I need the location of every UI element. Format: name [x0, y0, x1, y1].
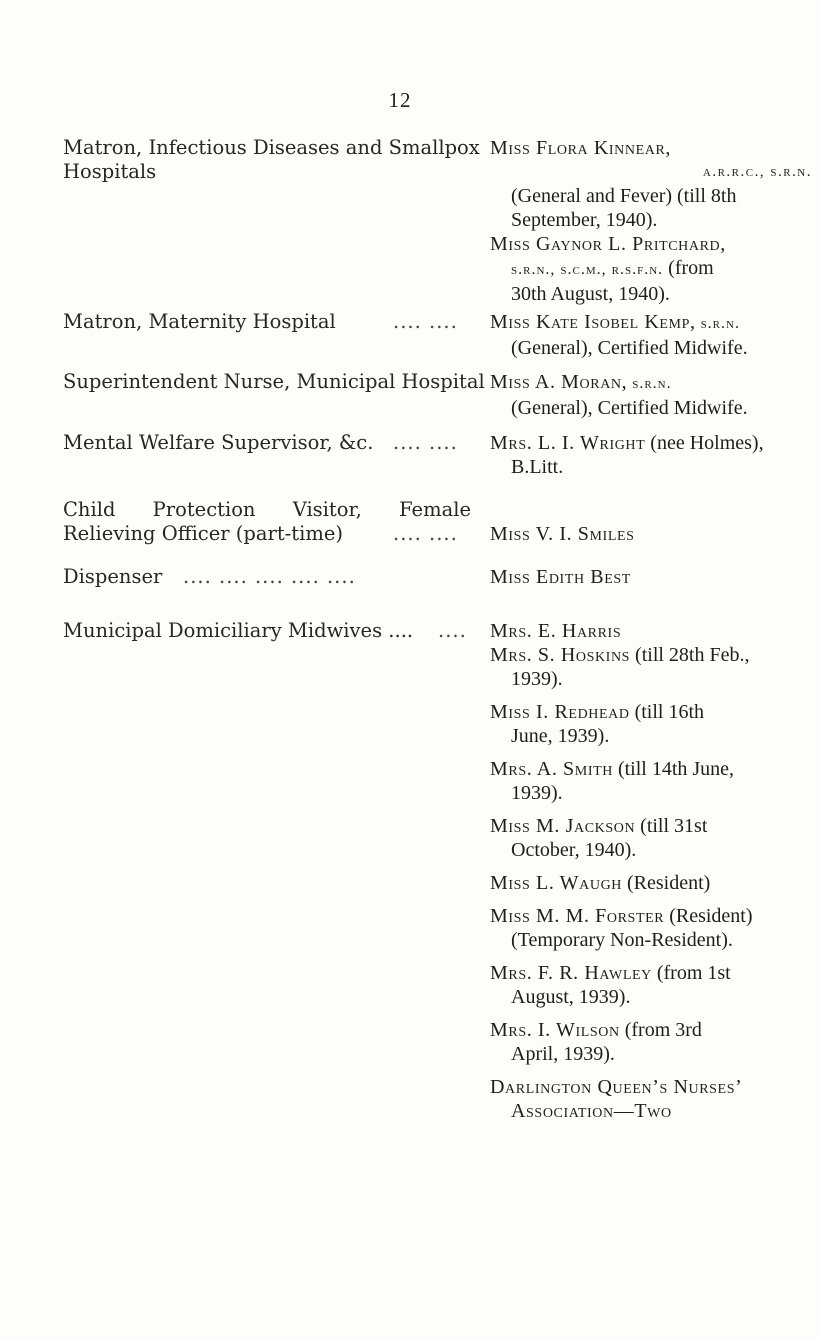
holder-name: Mrs. E. Harris — [490, 620, 622, 642]
leader-dots: .... .... — [393, 310, 458, 333]
holder-qualifications: a.r.r.c., s.r.n. — [702, 164, 812, 180]
holder-detail: August, 1939). — [511, 986, 631, 1008]
holder-name: Miss Edith Best — [490, 566, 631, 588]
role-title — [63, 310, 473, 334]
role-line: Hospitals — [63, 160, 157, 183]
holder-detail-rest: (from 3rd — [619, 1019, 702, 1041]
holder-name: Miss Gaynor L. Pritchard, — [490, 233, 726, 255]
holder-name: Miss A. Moran, — [490, 371, 628, 393]
role-line: Relieving Officer (part-time) — [63, 522, 343, 545]
holder-list — [490, 136, 820, 306]
holder-detail: October, 1940). — [511, 839, 637, 861]
holder-detail-rest: (Resident) — [664, 905, 753, 927]
holder-detail-rest: (till 31st — [635, 815, 708, 837]
holder-detail — [490, 256, 820, 282]
role-line: Mental Welfare Supervisor, &c. — [63, 431, 374, 454]
holder-name: Miss I. Redhead — [490, 701, 630, 723]
holder-name: Mrs. A. Smith — [490, 758, 613, 780]
holder-list — [490, 310, 820, 360]
role-line: Municipal Domiciliary Midwives .... — [63, 619, 414, 642]
holder-detail-rest: (till 14th June, — [612, 758, 735, 780]
holder-detail: (General and Fever) (till 8th — [511, 185, 737, 207]
holder-name: Mrs. I. Wilson — [490, 1019, 620, 1041]
holder-name: Mrs. L. I. Wright — [490, 432, 646, 454]
leader-dots: .... .... .... .... .... — [183, 565, 356, 588]
role-line: Matron, Infectious Diseases and Smallpox — [63, 136, 480, 159]
holder-detail-rest: (from 1st — [651, 962, 731, 984]
role-title — [63, 370, 485, 394]
holder-name: Miss L. Waugh — [490, 872, 622, 894]
holder-detail: (Temporary Non-Resident). — [511, 929, 733, 951]
holder-detail: (General), Certified Midwife. — [511, 337, 748, 359]
holder-detail: June, 1939). — [511, 725, 610, 747]
holder-name: Miss V. I. Smiles — [490, 523, 635, 545]
holder-list — [490, 522, 820, 546]
holder-detail: 30th August, 1940). — [511, 283, 670, 305]
holder-list — [490, 431, 820, 479]
role-title — [63, 498, 473, 546]
holder-name: Miss M. Jackson — [490, 815, 636, 837]
role-line: Matron, Maternity Hospital — [63, 310, 336, 333]
holder-name: Miss Flora Kinnear, — [490, 137, 671, 159]
holder-qualifications: s.r.n. — [700, 315, 740, 332]
leader-dots: .... — [438, 619, 467, 642]
role-title — [63, 431, 473, 455]
leader-dots: .... .... — [393, 522, 458, 545]
page-number: 12 — [388, 88, 412, 112]
holder-detail-rest: (till 16th — [629, 701, 705, 723]
role-title — [63, 565, 473, 589]
holder-detail: B.Litt. — [511, 456, 564, 478]
role-line: Dispenser — [63, 565, 163, 588]
holder-name: Miss Kate Isobel Kemp, — [490, 311, 696, 333]
holder-name: Mrs. F. R. Hawley — [490, 962, 652, 984]
holder-list — [490, 370, 820, 420]
holder-detail-rest: (nee Holmes), — [645, 432, 764, 454]
role-title — [63, 136, 480, 184]
holder-list — [490, 565, 820, 589]
holder-qualifications: s.r.n., s.c.m., r.s.f.n. — [511, 261, 664, 278]
holder-detail: 1939). — [511, 668, 563, 690]
holder-detail: 1939). — [511, 782, 563, 804]
holder-detail: April, 1939). — [511, 1043, 615, 1065]
holder-detail: September, 1940). — [511, 209, 658, 231]
holder-name: Mrs. S. Hoskins — [490, 644, 631, 666]
holder-detail: (General), Certified Midwife. — [511, 397, 748, 419]
role-line: Child Protection Visitor, Female — [63, 498, 471, 521]
holder-list — [490, 619, 820, 1123]
holder-detail-rest: (Resident) — [622, 872, 711, 894]
holder-detail-rest: (from — [663, 257, 714, 279]
role-line: Superintendent Nurse, Municipal Hospital — [63, 370, 485, 393]
leader-dots: .... .... — [393, 431, 458, 454]
role-title — [63, 619, 473, 643]
holder-detail: Association—Two — [511, 1100, 672, 1122]
holder-name: Darlington Queen’s Nurses’ — [490, 1076, 743, 1098]
holder-detail-rest: (till 28th Feb., — [630, 644, 750, 666]
holder-qualifications: s.r.n. — [632, 375, 672, 392]
holder-name: Miss M. M. Forster — [490, 905, 665, 927]
